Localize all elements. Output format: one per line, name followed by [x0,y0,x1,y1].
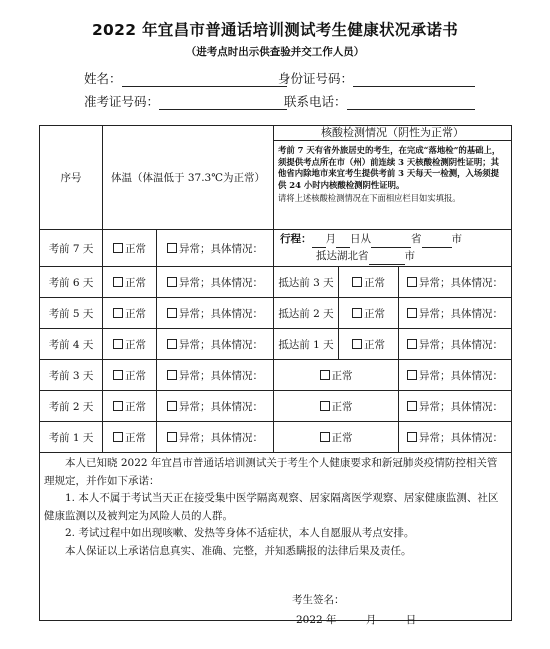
temp-abnormal-option[interactable]: 异常；具体情况： [157,391,274,422]
checkbox-icon[interactable] [167,370,177,380]
name-label: 姓名： [84,71,122,86]
temp-normal-option[interactable]: 正常 [103,422,157,453]
nat-title: 核酸检测情况（阴性为正常） [274,126,511,141]
temp-normal-option[interactable]: 正常 [103,267,157,298]
nat-header [274,126,512,230]
checkbox-icon[interactable] [407,401,417,411]
ticket-label: 准考证号码： [84,94,160,109]
table-header-row [40,126,512,230]
checkbox-icon[interactable] [407,277,417,287]
seq-header: 序号 [40,126,103,230]
checkbox-icon[interactable] [113,401,123,411]
day-label: 考前 5 天 [40,298,103,329]
arrival-label: 抵达前 1 天 [274,329,339,360]
checkbox-icon[interactable] [113,339,123,349]
day-label: 考前 3 天 [40,360,103,391]
itinerary-cell[interactable]: 行程： 月 日从 省 市 抵达湖北省 市 [274,230,512,267]
table-row [40,267,512,298]
document-title: 2022 年宜昌市普通话培训测试考生健康状况承诺书 [91,21,459,39]
phone-label: 联系电话： [284,94,347,109]
ticket-number-field[interactable] [159,96,287,110]
health-table [39,125,512,621]
pledge-item-1: 1. 本人不属于考试当天正在接受集中医学隔离观察、居家隔离医学观察、居家健康监测、社区健康监测以及被判定为风险人员的人群。 [44,492,499,522]
checkbox-icon[interactable] [320,432,330,442]
checkbox-icon[interactable] [352,308,362,318]
temp-normal-option[interactable]: 正常 [103,230,157,267]
pledge-intro: 本人已知晓 2022 年宜昌市普通话培训测试关于考生个人健康要求和新冠肺炎疫情防控相关管理规定，并作如下承诺： [44,457,498,487]
arrival-label: 抵达前 3 天 [274,267,339,298]
temp-abnormal-option[interactable]: 异常；具体情况： [157,230,274,267]
nat-abnormal-option[interactable]: 异常；具体情况： [399,329,512,360]
name-field[interactable] [122,73,287,87]
itinerary-label: 行程 [280,233,301,245]
temp-normal-option[interactable]: 正常 [103,298,157,329]
day-label: 考前 2 天 [40,391,103,422]
checkbox-icon[interactable] [407,432,417,442]
checkbox-icon[interactable] [167,277,177,287]
temp-abnormal-option[interactable]: 异常；具体情况： [157,329,274,360]
nat-normal-option[interactable]: 正常 [339,329,399,360]
checkbox-icon[interactable] [113,277,123,287]
day-label: 考前 4 天 [40,329,103,360]
temp-abnormal-option[interactable]: 异常；具体情况： [157,298,274,329]
nat-abnormal-option[interactable]: 异常；具体情况： [399,298,512,329]
id-row [278,69,475,87]
phone-field[interactable] [347,96,475,110]
checkbox-icon[interactable] [167,432,177,442]
table-row [40,329,512,360]
checkbox-icon[interactable] [113,308,123,318]
pledge-guarantee: 本人保证以上承诺信息真实、准确、完整，并知悉瞒报的法律后果及责任。 [65,544,412,557]
signature-row[interactable] [292,592,345,607]
checkbox-icon[interactable] [407,370,417,380]
checkbox-icon[interactable] [407,308,417,318]
id-number-field[interactable] [353,73,475,87]
nat-normal-option[interactable]: 正常 [339,267,399,298]
checkbox-icon[interactable] [113,243,123,253]
date-day: 日 [405,614,417,626]
document-subtitle: （进考点时出示供查验并交工作人员） [185,46,365,58]
nat-abnormal-option[interactable]: 异常；具体情况： [399,360,512,391]
checkbox-icon[interactable] [352,339,362,349]
nat-abnormal-option[interactable]: 异常；具体情况： [399,391,512,422]
id-label: 身份证号码： [278,71,354,86]
pledge-row [40,453,512,621]
table-row [40,298,512,329]
table-row [40,230,512,267]
temp-abnormal-option[interactable]: 异常；具体情况： [157,360,274,391]
checkbox-icon[interactable] [352,277,362,287]
day-label: 考前 7 天 [40,230,103,267]
checkbox-icon[interactable] [320,401,330,411]
date-year: 2022 年 [296,614,337,626]
checkbox-icon[interactable] [113,432,123,442]
temp-normal-option[interactable]: 正常 [103,360,157,391]
temp-abnormal-option[interactable]: 异常；具体情况： [157,422,274,453]
temp-normal-option[interactable]: 正常 [103,391,157,422]
checkbox-icon[interactable] [167,339,177,349]
table-row [40,422,512,453]
checkbox-icon[interactable] [167,243,177,253]
nat-requirements: 考前 7 天有省外旅居史的考生，在完成“落地检”的基础上，须提供考点所在市（州）前连续 3 天核酸检测阴性证明；其他省内除地市来宜考生提供考前 3 天每天一检测，入场须提供 24 小时内核酸检测阴性证明。 [278,145,501,190]
table-row [40,391,512,422]
signature-label: 考生签名： [292,594,345,606]
day-label: 考前 1 天 [40,422,103,453]
pledge-item-2: 2. 考试过程中如出现咳嗽、发热等身体不适症状，本人自愿服从考点安排。 [65,527,415,539]
day-label: 考前 6 天 [40,267,103,298]
checkbox-icon[interactable] [113,370,123,380]
ticket-row [84,92,287,110]
nat-note: 请将上述核酸检测情况在下面相应栏目如实填报。 [278,193,461,204]
arrival-label: 抵达前 2 天 [274,298,339,329]
checkbox-icon[interactable] [167,308,177,318]
phone-row [284,92,475,110]
nat-normal-option[interactable]: 正常 [274,422,399,453]
nat-normal-option[interactable]: 正常 [274,360,399,391]
checkbox-icon[interactable] [320,370,330,380]
nat-abnormal-option[interactable]: 异常；具体情况： [399,267,512,298]
pledge-cell [40,453,512,621]
checkbox-icon[interactable] [167,401,177,411]
nat-normal-option[interactable]: 正常 [339,298,399,329]
temp-abnormal-option[interactable]: 异常；具体情况： [157,267,274,298]
name-row [84,69,287,87]
nat-normal-option[interactable]: 正常 [274,391,399,422]
temp-header: 体温（体温低于 37.3℃为正常） [103,126,274,230]
temp-normal-option[interactable]: 正常 [103,329,157,360]
nat-abnormal-option[interactable]: 异常；具体情况： [399,422,512,453]
checkbox-icon[interactable] [407,339,417,349]
date-month: 月 [365,614,377,626]
table-row [40,360,512,391]
date-row[interactable] [296,612,416,627]
